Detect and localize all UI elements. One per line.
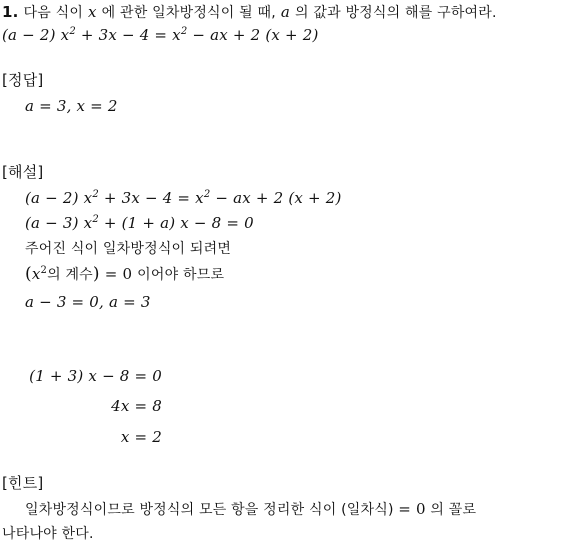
eq-part: x (60, 26, 70, 44)
explanation-line-5: a − 3 = 0, a = 3 (25, 293, 151, 311)
eq-exponent: 2 (69, 26, 76, 37)
eq-exponent: 2 (180, 26, 188, 37)
eq-part: + (1 + a) x − 8 = 0 (98, 214, 254, 232)
eq-part: x (83, 214, 93, 232)
eq-exponent: 2 (40, 265, 48, 276)
aligned-equation-1: (1 + 3) x − 8 = 0 (29, 367, 162, 385)
hint-text: 일차방정식이므로 방정식의 모든 항을 정리한 식이 (일차식) (25, 502, 399, 518)
problem-number: 1. (2, 3, 19, 21)
explanation-line-1 (25, 188, 342, 208)
eq-exponent: 2 (92, 189, 99, 200)
hint-heading: [힌트] (2, 474, 44, 492)
eq-part: − ax + 2 (x + 2) (187, 26, 319, 44)
eq-part: = 0 (398, 500, 426, 518)
var-x: x (88, 3, 97, 21)
eq-part: x (195, 189, 204, 207)
text-part: 이어야 하므로 (137, 267, 225, 283)
eq-part: x (172, 26, 181, 44)
problem-line (2, 2, 497, 23)
eq-part: (a − 2) (2, 26, 56, 44)
eq-exponent: 2 (203, 189, 211, 200)
aligned-equation-2: 4x = 8 (111, 397, 162, 415)
problem-text-1: 다음 식이 (23, 5, 84, 21)
hint-line-2: 나타나야 한다. (2, 526, 94, 542)
var-a: a (280, 3, 291, 21)
hint-text: 의 꼴로 (425, 502, 477, 518)
problem-text-2: 에 관한 일차방정식이 될 때, (101, 5, 276, 21)
explanation-line-3: 주어진 식이 일차방정식이 되려면 (25, 241, 232, 257)
eq-exponent: 2 (92, 214, 99, 225)
coef-label: 의 계수 (47, 267, 93, 283)
explanation-line-2 (25, 213, 254, 233)
problem-text-3: 의 값과 방정식의 해를 구하여라. (294, 5, 497, 21)
eq-part: (a − 2) (25, 189, 79, 207)
paren-open: ( (25, 264, 32, 284)
eq-part: + 3x − 4 = (98, 189, 196, 207)
eq-part: x (31, 265, 41, 283)
explanation-heading: [해설] (2, 163, 44, 181)
eq-part: = 0 (99, 265, 138, 283)
explanation-line-4 (25, 264, 224, 285)
problem-equation (2, 25, 319, 45)
eq-part: (a − 3) (25, 214, 79, 232)
eq-part: + 3x − 4 = (80, 26, 173, 44)
hint-line-1 (25, 499, 476, 520)
answer-text: a = 3, x = 2 (25, 97, 118, 115)
eq-part: x (83, 189, 93, 207)
answer-heading: [정답] (2, 71, 44, 89)
eq-part: − ax + 2 (x + 2) (210, 189, 342, 207)
paren-close: ) (92, 264, 100, 284)
aligned-equation-3: x = 2 (120, 428, 162, 446)
